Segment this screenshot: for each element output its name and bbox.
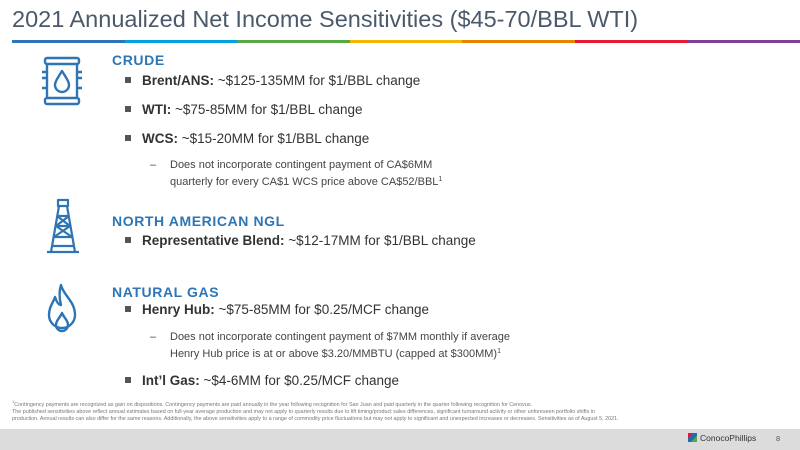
bullet-marker (125, 77, 131, 83)
bullet-label: Int’l Gas: (142, 373, 200, 388)
flame-icon (45, 283, 79, 335)
rule-segment (125, 40, 238, 43)
bullet-marker (125, 377, 131, 383)
footnote-text: Contingency payments are recognized as gain on dispositions. Contingency payments are paid annually in the year following recognition for San Juan and paid quarterly in the quarter following recognition for Cenovus. (14, 401, 533, 408)
company-logo (688, 433, 756, 443)
crude-contingent-note (150, 158, 442, 189)
bullet-label: WCS: (142, 131, 178, 146)
bullet-henry-hub (125, 302, 429, 317)
rule-segment (237, 40, 350, 43)
section-heading-ngl: NORTH AMERICAN NGL (112, 213, 285, 229)
note-dash: – (150, 159, 157, 171)
logo-mark (688, 433, 697, 442)
section-heading-crude: CRUDE (112, 52, 165, 68)
bullet-wcs (125, 131, 369, 146)
rule-segment (12, 40, 125, 43)
bullet-marker (125, 106, 131, 112)
footnote-ref: 1 (497, 347, 501, 355)
derrick-icon (45, 198, 81, 256)
note-line-2 (170, 345, 510, 362)
bullet-intl-gas (125, 373, 399, 388)
footnote-marker: 1 (12, 399, 15, 404)
bullet-brent-ans (125, 73, 420, 88)
bullet-marker (125, 135, 131, 141)
oil-barrel-icon (40, 54, 84, 108)
title-underline (12, 40, 800, 43)
bullet-text: ~$75-85MM for $0.25/MCF change (214, 302, 429, 317)
note-line-1: Does not incorporate contingent payment of $7MM monthly if average (170, 331, 510, 343)
rule-segment (350, 40, 463, 43)
page-number: 8 (776, 434, 781, 443)
note-line-2 (170, 173, 442, 190)
note-dash: – (150, 331, 157, 343)
footnote-ref: 1 (438, 175, 443, 183)
slide-title: 2021 Annualized Net Income Sensitivities ($45-70/BBL WTI) (12, 6, 639, 32)
bullet-text: ~$15-20MM for $1/BBL change (178, 131, 370, 146)
bullet-label: WTI: (142, 102, 172, 117)
bullet-marker (125, 237, 131, 243)
gas-contingent-note (150, 330, 510, 361)
bullet-text: ~$12-17MM for $1/BBL change (284, 233, 476, 248)
note-line-2-text: Henry Hub price is at or above $3.20/MMBTU (capped at $300MM) (170, 347, 498, 360)
note-line-2-text: quarterly for every CA$1 WCS price above CA$52/BBL (170, 175, 439, 188)
bullet-text: ~$75-85MM for $1/BBL change (171, 102, 363, 117)
section-heading-natural-gas: NATURAL GAS (112, 284, 220, 300)
rule-segment (687, 40, 800, 43)
bullet-wti (125, 102, 363, 117)
footnote-line-1 (12, 398, 792, 409)
footnotes (12, 398, 792, 423)
bullet-label: Henry Hub: (142, 302, 215, 317)
footnote-line-3: production. Annual results can also differ for the same reasons. Additionally, the above sensitivities apply to a range of commodity price fluctuations but may not apply to significant and unexpected increases or decreases. Sensitivities as of August 5, 2021. (12, 416, 619, 423)
note-line-1: Does not incorporate contingent payment of CA$6MM (170, 159, 433, 171)
bullet-label: Representative Blend: (142, 233, 285, 248)
rule-segment (575, 40, 688, 43)
bullet-label: Brent/ANS: (142, 73, 215, 88)
footnote-line-2: The published sensitivities above reflect annual estimates based on full-year average production and may not apply to quarterly results due to lift timing/product sales differences, significant turnaround activity or other unforeseen portfolio shifts in (12, 409, 596, 415)
rule-segment (462, 40, 575, 43)
bullet-marker (125, 306, 131, 312)
bullet-representative-blend (125, 233, 476, 248)
footer-bar (0, 429, 800, 450)
bullet-text: ~$125-135MM for $1/BBL change (214, 73, 421, 88)
logo-text: ConocoPhillips (700, 433, 757, 443)
bullet-text: ~$4-6MM for $0.25/MCF change (199, 373, 399, 388)
